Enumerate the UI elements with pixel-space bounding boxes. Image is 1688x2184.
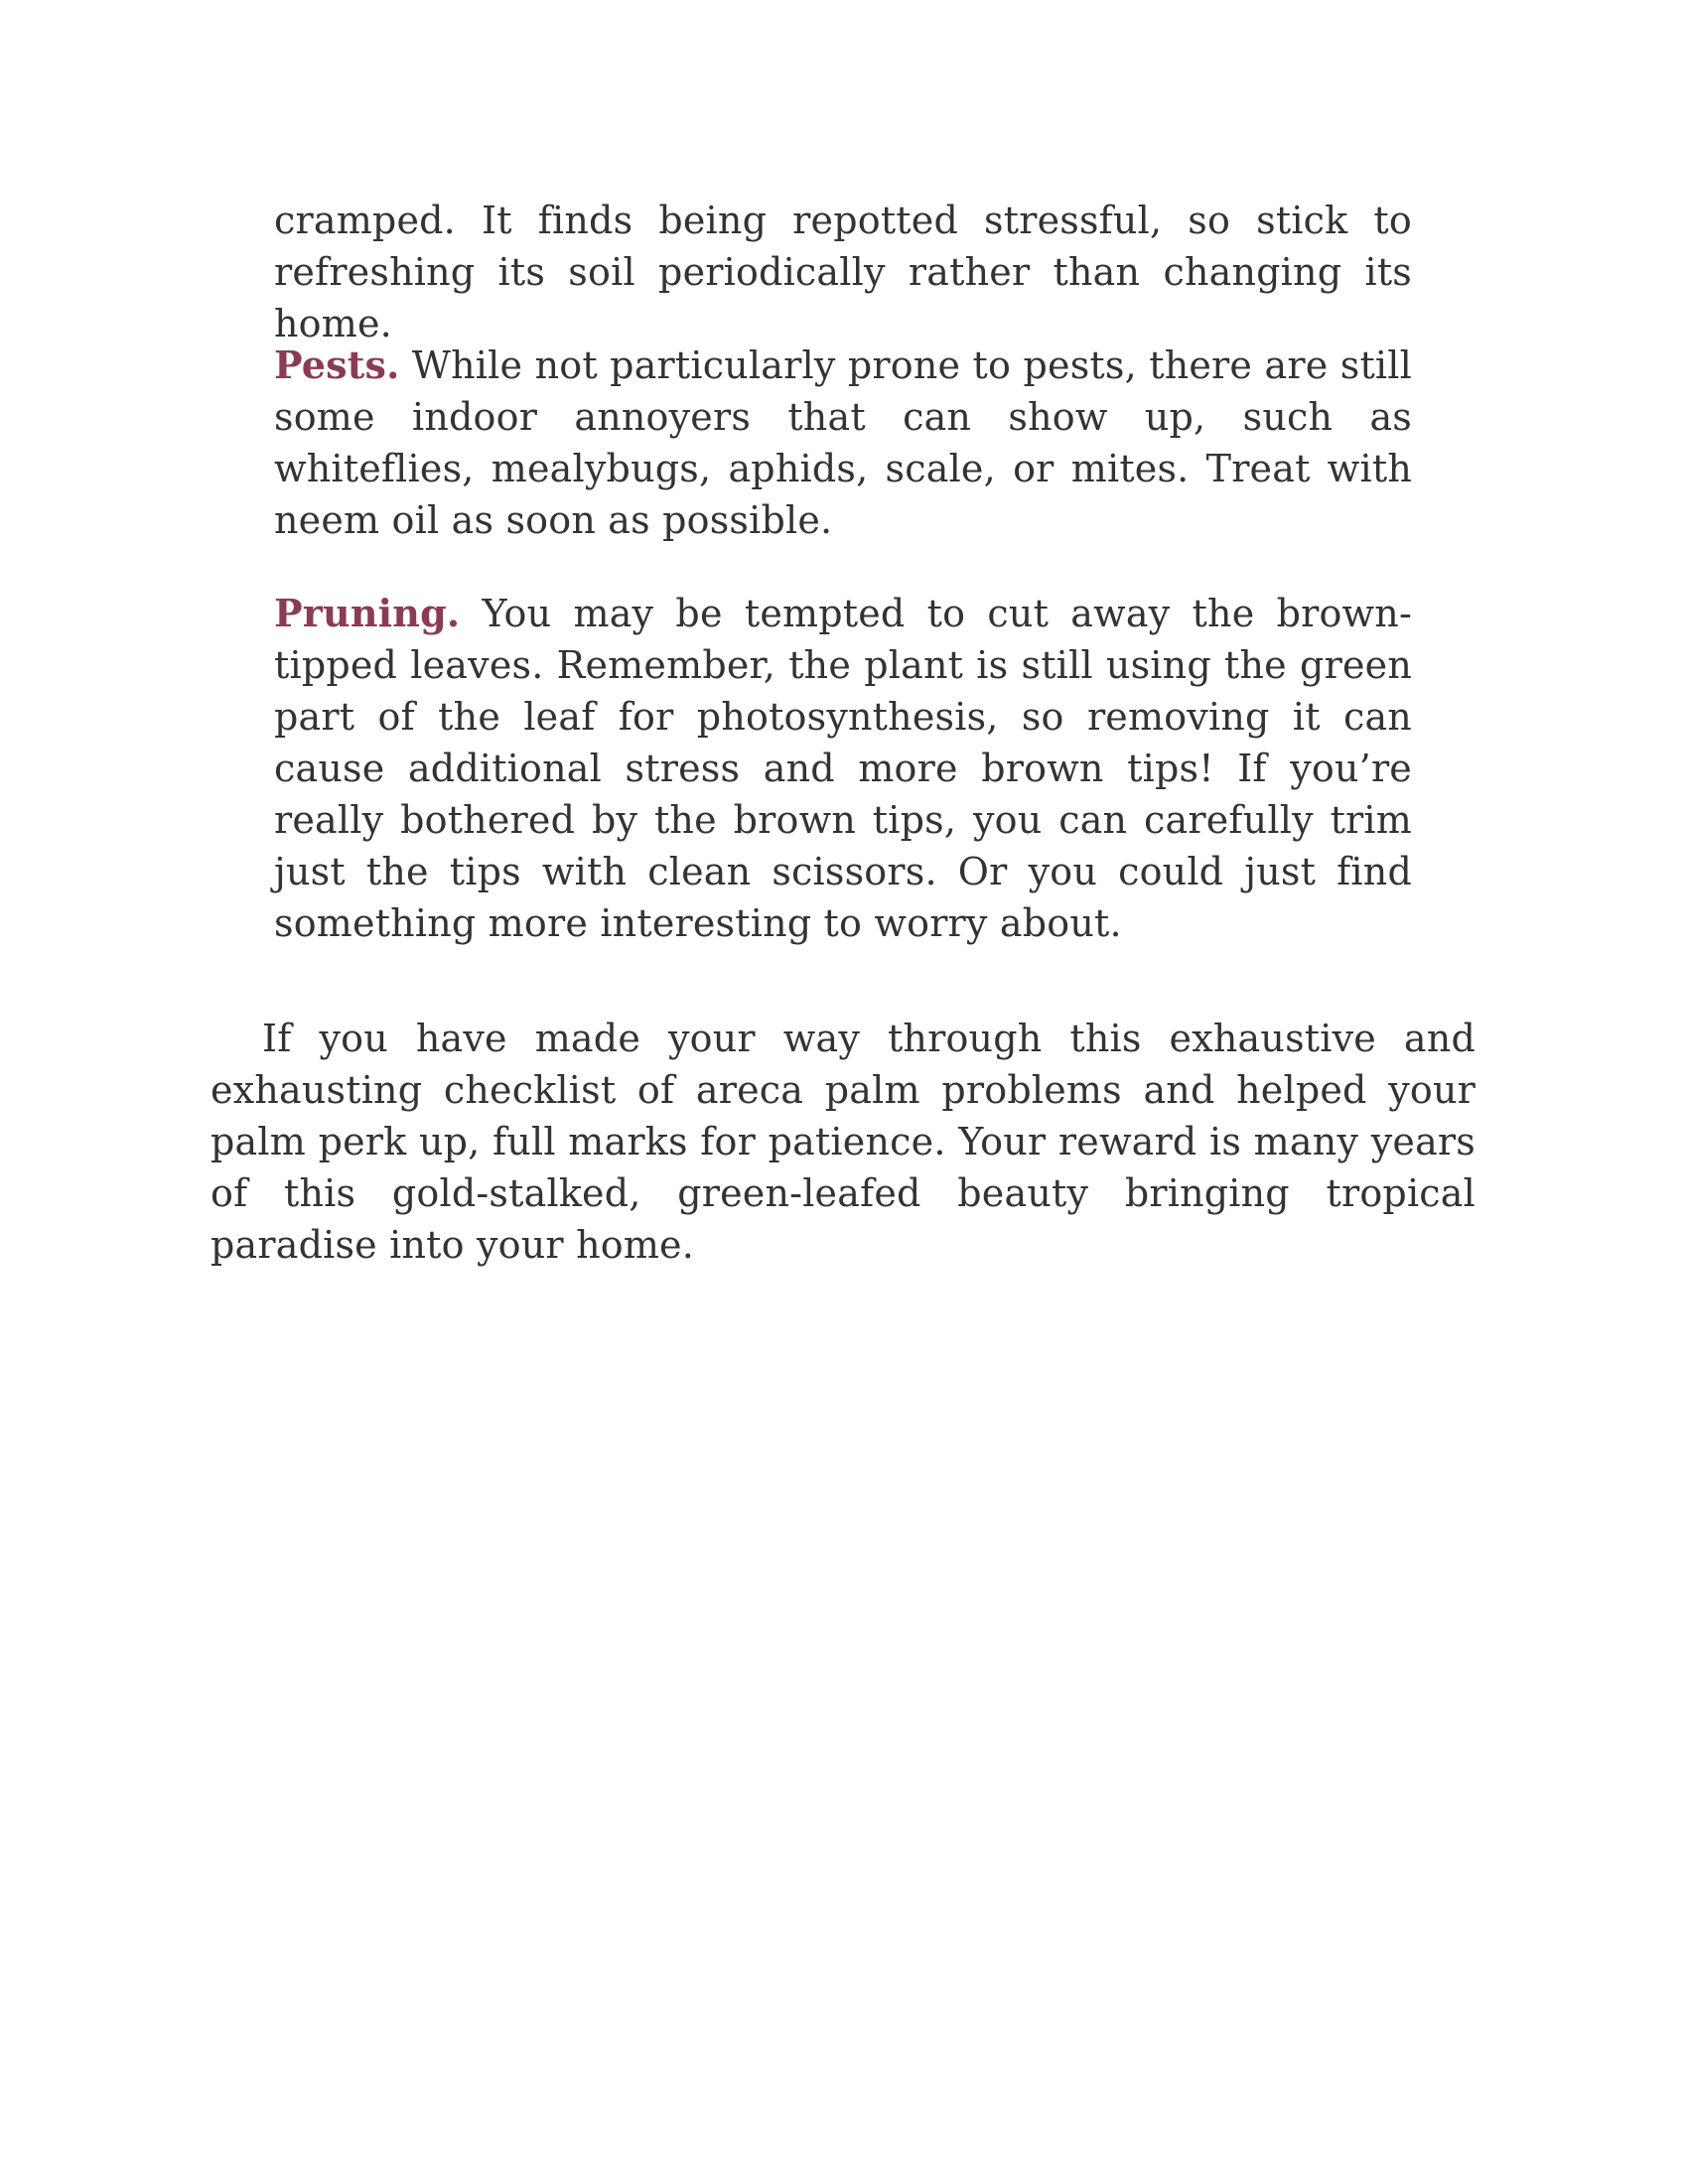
conclusion-text: If you have made your way through this exhaustive and exhausting checklist of areca palm problems and helped your palm perk up, full marks for patience. Your reward is many years of this gold-stalked, green-leafed beauty bringing tropical paradise into your home.: [211, 1017, 1476, 1267]
repotting-text: cramped. It finds being repotted stressful, so stick to refreshing its soil periodically rather than changing its home.: [274, 199, 1412, 345]
pests-heading: Pests.: [274, 342, 400, 387]
pests-text: While not particularly prone to pests, there are still some indoor annoyers that can show up, such as whiteflies, mealybugs, aphids, scale, or mites. Treat with neem oil as soon as possible.: [274, 343, 1412, 542]
pruning-paragraph: [274, 588, 1412, 949]
conclusion-paragraph: [211, 1013, 1476, 1271]
repotting-paragraph-continued: [274, 195, 1412, 349]
pruning-heading: Pruning.: [274, 591, 461, 635]
pruning-text: You may be tempted to cut away the brown-tipped leaves. Remember, the plant is still using the green part of the leaf for photosynthesis, so removing it can cause additional stress and more brown tips! If you’re really bothered by the brown tips, you can carefully trim just the tips with clean scissors. Or you could just find something more interesting to worry about.: [274, 592, 1412, 945]
pests-paragraph: [274, 340, 1412, 546]
